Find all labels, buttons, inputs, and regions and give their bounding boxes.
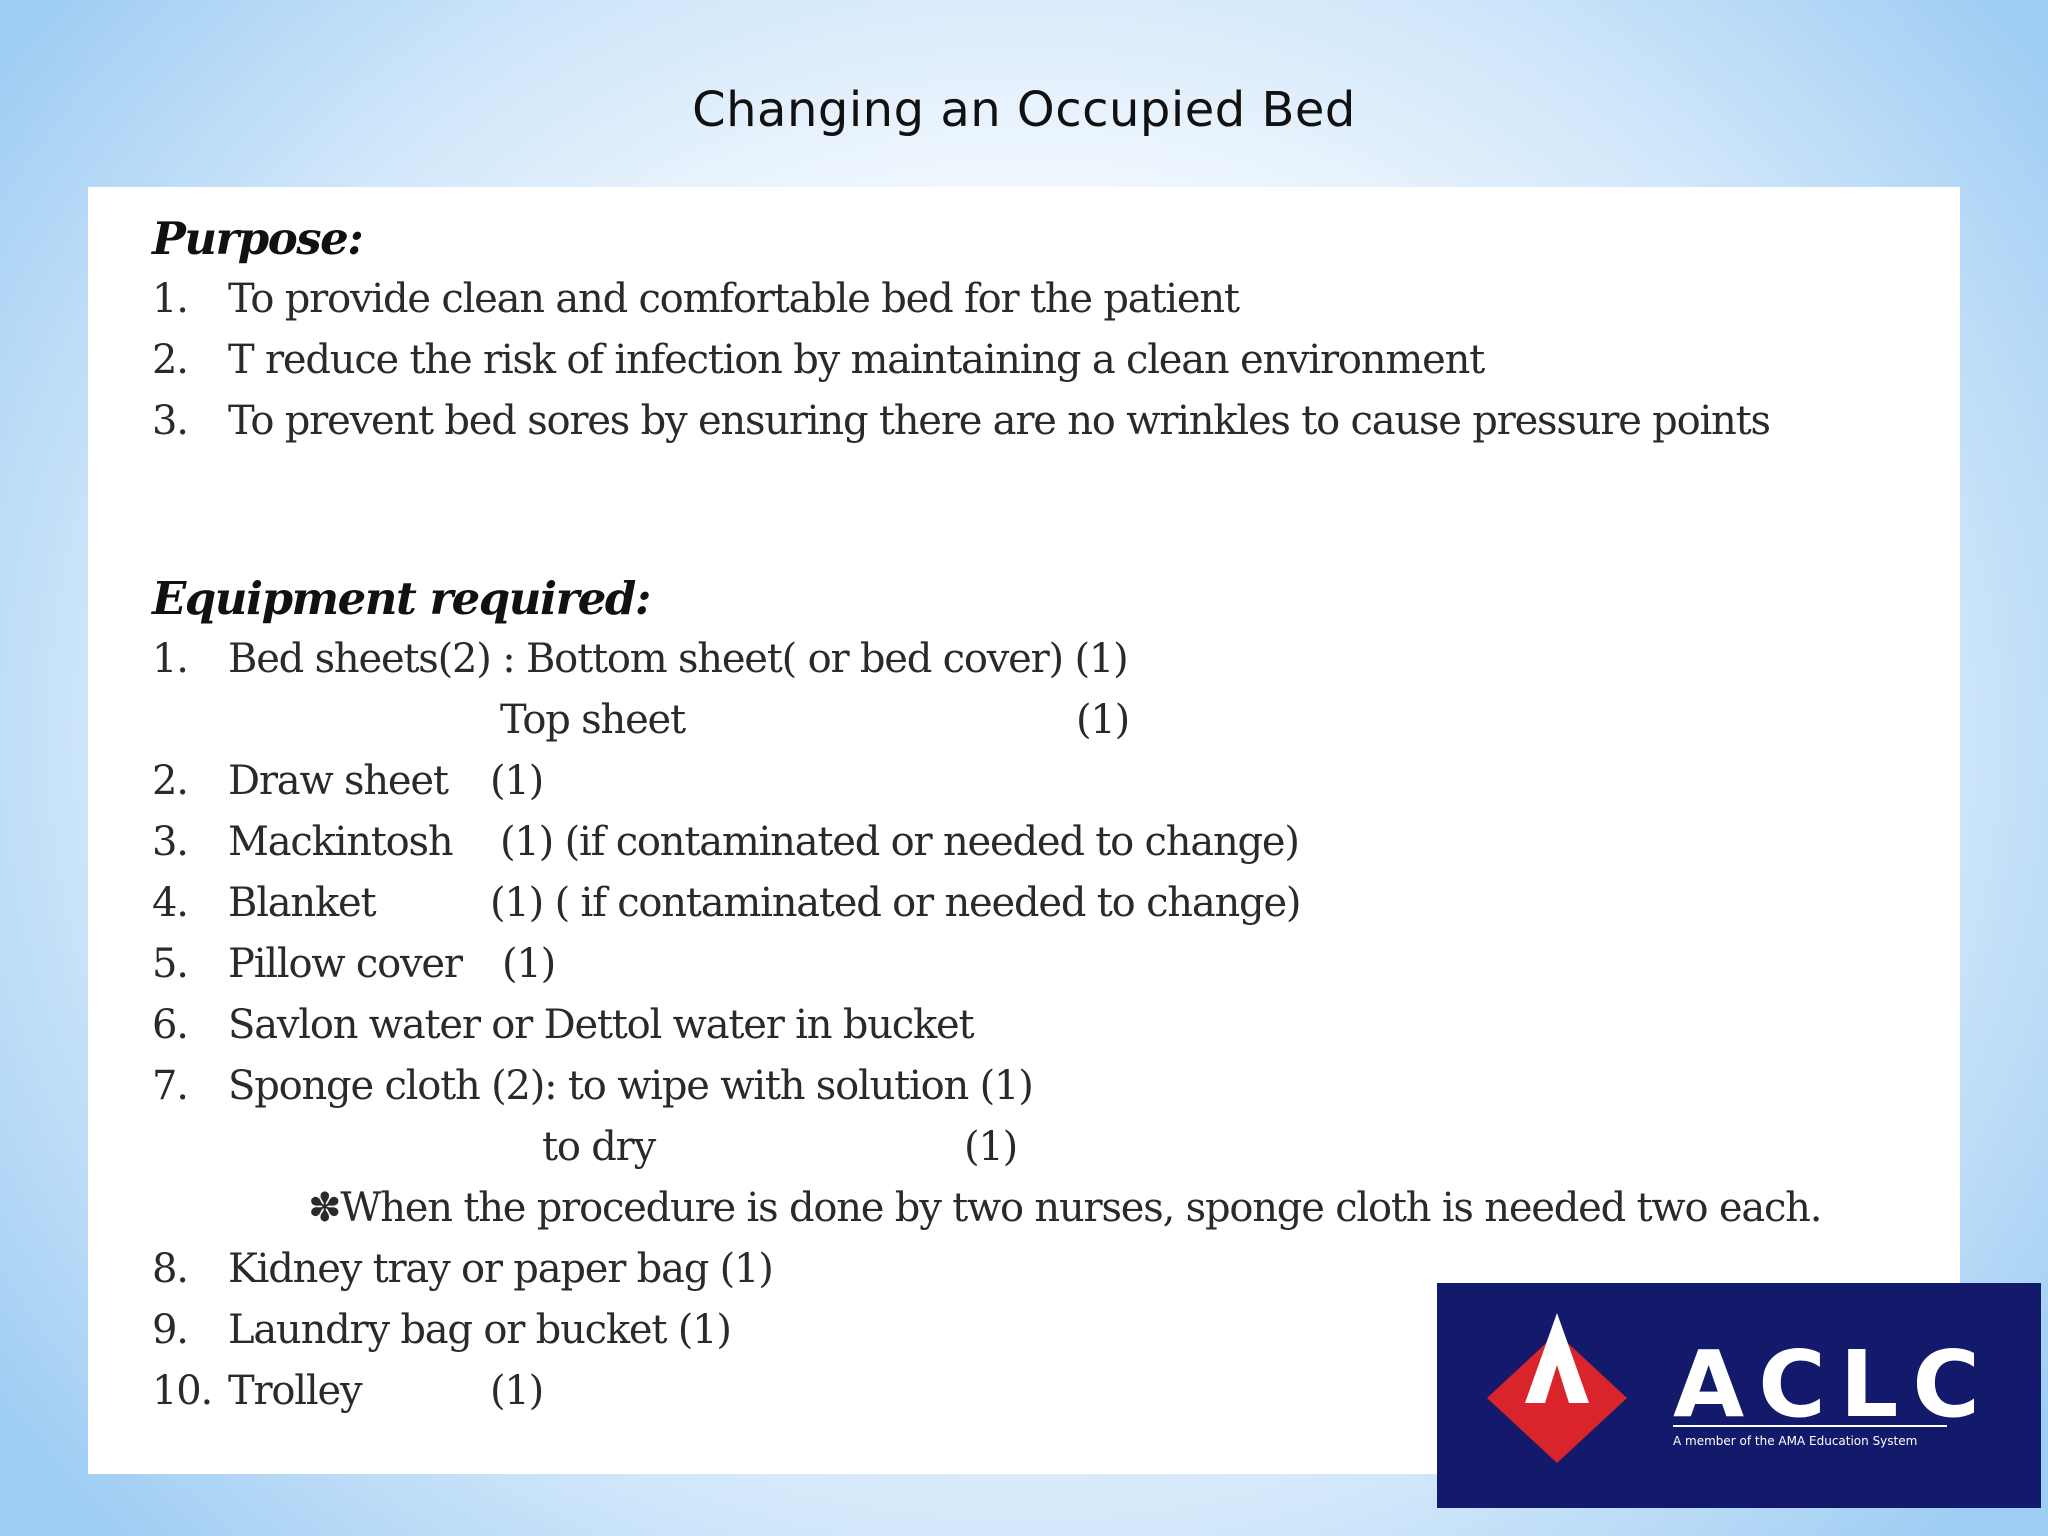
item-text: Blanket (228, 880, 376, 926)
item-text: T reduce the risk of infection by maintaining a clean environment (228, 337, 1485, 383)
item-quantity: (1) (1076, 697, 1130, 743)
subitem-text: Top sheet (500, 697, 685, 743)
item-quantity: (1) (if contaminated or needed to change) (500, 819, 1299, 865)
purpose-item (152, 391, 1770, 452)
item-number: 3. (152, 819, 188, 865)
aclc-logo-mark-icon (1437, 1283, 2041, 1508)
item-number: 4. (152, 880, 188, 926)
item-number: 9. (152, 1307, 188, 1353)
item-quantity: (1) (502, 941, 556, 987)
item-text: To prevent bed sores by ensuring there are no wrinkles to cause pressure points (228, 398, 1770, 444)
equipment-item (152, 1056, 1033, 1117)
purpose-item (152, 330, 1485, 391)
subitem-text: to dry (542, 1124, 655, 1170)
item-text: Savlon water or Dettol water in bucket (228, 1002, 974, 1048)
item-text: Trolley (228, 1368, 362, 1414)
purpose-section (152, 209, 1770, 452)
purpose-item (152, 269, 1239, 330)
purpose-heading: Purpose: (152, 212, 363, 265)
item-text: To provide clean and comfortable bed for the patient (228, 276, 1239, 322)
item-quantity: (1) (490, 758, 544, 804)
equipment-item (152, 812, 1299, 873)
item-number: 8. (152, 1246, 188, 1292)
equipment-item (152, 751, 650, 812)
item-text: Sponge cloth (2): to wipe with solution (1) (228, 1063, 1033, 1109)
equipment-item (152, 934, 650, 995)
item-number: 6. (152, 1002, 188, 1048)
equipment-subitem (152, 1117, 1018, 1178)
item-text: Draw sheet (228, 758, 448, 804)
equipment-item (152, 1300, 731, 1361)
item-text: Bed sheets(2) : Bottom sheet( or bed cover) (1) (228, 636, 1128, 682)
item-number: 7. (152, 1063, 188, 1109)
logo-tagline: A member of the AMA Education System (1673, 1434, 1918, 1448)
aclc-logo (1437, 1283, 2041, 1508)
equipment-item (152, 873, 1301, 934)
item-quantity: (1) (490, 1368, 544, 1414)
equipment-section (152, 569, 1822, 1422)
item-number: 3. (152, 398, 188, 444)
item-number: 1. (152, 636, 188, 682)
equipment-item (152, 1361, 650, 1422)
item-quantity: (1) (964, 1124, 1018, 1170)
note-text: ✽When the procedure is done by two nurses, sponge cloth is needed two each. (308, 1185, 1822, 1231)
equipment-subitem (152, 690, 1130, 751)
item-text: Pillow cover (228, 941, 462, 987)
item-text: Kidney tray or paper bag (1) (228, 1246, 773, 1292)
item-number: 5. (152, 941, 188, 987)
equipment-heading: Equipment required: (152, 572, 650, 625)
item-text: Mackintosh (228, 819, 453, 865)
item-text: Laundry bag or bucket (1) (228, 1307, 731, 1353)
item-number: 2. (152, 337, 188, 383)
logo-wordmark: ACLC (1673, 1331, 1994, 1438)
equipment-note (152, 1178, 1822, 1239)
equipment-item (152, 629, 1128, 690)
content-panel (88, 187, 1960, 1474)
slide-title: Changing an Occupied Bed (692, 82, 1356, 138)
item-quantity: (1) ( if contaminated or needed to change) (490, 880, 1301, 926)
item-number: 2. (152, 758, 188, 804)
item-number: 10. (152, 1368, 213, 1414)
equipment-item (152, 1239, 773, 1300)
equipment-item (152, 995, 974, 1056)
item-number: 1. (152, 276, 188, 322)
